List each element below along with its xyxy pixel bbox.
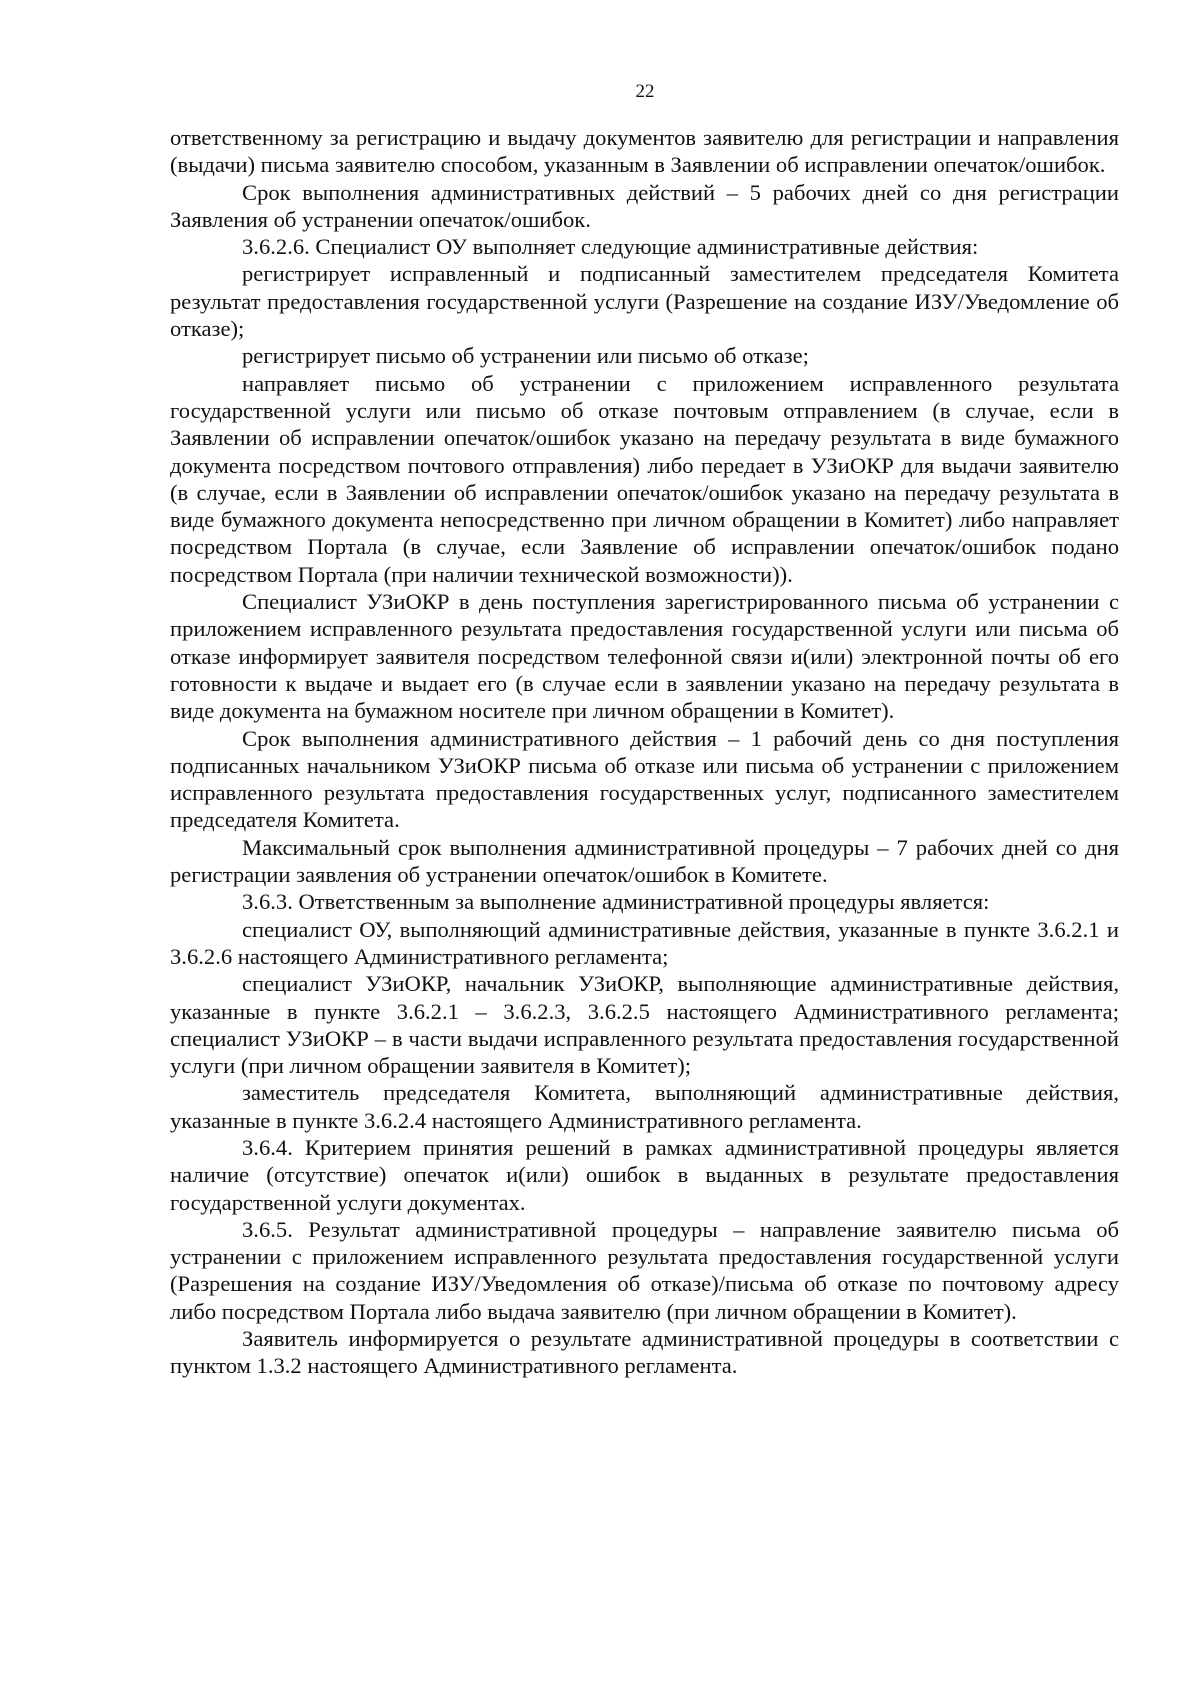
paragraph: 3.6.2.6. Специалист ОУ выполняет следующие административные действия: [242,234,979,260]
paragraph: 3.6.5. Результат административной процедуры – направление заявителю письма об устранении с приложением исправленного результата предоставления государственной услуги (Разрешения на создание ИЗУ/Уведомления об отказе)/письма об отказе по почтовому адресу либо посредством Портала либо выдача заявителю (при личном обращении в Комитет). [170,1216,1119,1324]
paragraph: Срок выполнения административных действий – 5 рабочих дней со дня регистрации Заявления об устранении опечаток/ошибок. [170,179,1119,232]
paragraph: регистрирует письмо об устранении или письмо об отказе; [242,343,809,369]
paragraph: Специалист УЗиОКР в день поступления зарегистрированного письма об устранении с приложением исправленного результата предоставления государственной услуги или письма об отказе информирует заявителя посредством телефонной связи и(или) электронной почты об его готовности к выдаче и выдает его (в случае если в заявлении указано на передачу результата в виде документа на бумажном носителе при личном обращении в Комитет). [170,589,1119,724]
paragraph: заместитель председателя Комитета, выполняющий административные действия, указанные в пункте 3.6.2.4 настоящего Административного регламента. [170,1080,1119,1133]
paragraph: специалист УЗиОКР, начальник УЗиОКР, выполняющие административные действия, указанные в пункте 3.6.2.1 – 3.6.2.3, 3.6.2.5 настоящего Административного регламента; специалист УЗиОКР – в части выдачи исправленного результата предоставления государственной услуги (при личном обращении заявителя в Комитет); [170,971,1119,1079]
paragraph: Заявитель информируется о результате административной процедуры в соответствии с пунктом 1.3.2 настоящего Административного регламента. [170,1326,1119,1379]
paragraph: 3.6.3. Ответственным за выполнение административной процедуры является: [242,889,990,915]
page-number: 22 [635,81,655,102]
paragraph: направляет письмо об устранении с приложением исправленного результата государственной услуги или письмо об отказе почтовым отправлением (в случае, если в Заявлении об исправлении опечаток/ошибок указано на передачу результата в виде бумажного документа посредством почтового отправления) либо передает в УЗиОКР для выдачи заявителю (в случае, если в Заявлении об исправлении опечаток/ошибок указано на передачу результата в виде бумажного документа непосредственно при личном обращении в Комитет) либо направляет посредством Портала (в случае, если Заявление об исправлении опечаток/ошибок подано посредством Портала (при наличии технической возможности)). [170,370,1119,587]
paragraph: специалист ОУ, выполняющий административные действия, указанные в пункте 3.6.2.1 и 3.6.2.6 настоящего Административного регламента; [170,916,1119,969]
document-body [170,124,1119,1380]
paragraph: Максимальный срок выполнения административной процедуры – 7 рабочих дней со дня регистрации заявления об устранении опечаток/ошибок в Комитете. [170,834,1119,888]
paragraph: Срок выполнения административного действия – 1 рабочий день со дня поступления подписанных начальником УЗиОКР письма об отказе или письма об устранении с приложением исправленного результата предоставления государственных услуг, подписанного заместителем председателя Комитета. [170,725,1119,833]
paragraph: регистрирует исправленный и подписанный заместителем председателя Комитета результат предоставления государственной услуги (Разрешение на создание ИЗУ/Уведомление об отказе); [170,261,1119,342]
paragraph: 3.6.4. Критерием принятия решений в рамках административной процедуры является наличие (отсутствие) опечаток и(или) ошибок в выданных в результате предоставления государственной услуги документах. [170,1134,1119,1215]
paragraph: ответственному за регистрацию и выдачу документов заявителю для регистрации и направления (выдачи) письма заявителю способом, указанным в Заявлении об исправлении опечаток/ошибок. [170,125,1119,178]
